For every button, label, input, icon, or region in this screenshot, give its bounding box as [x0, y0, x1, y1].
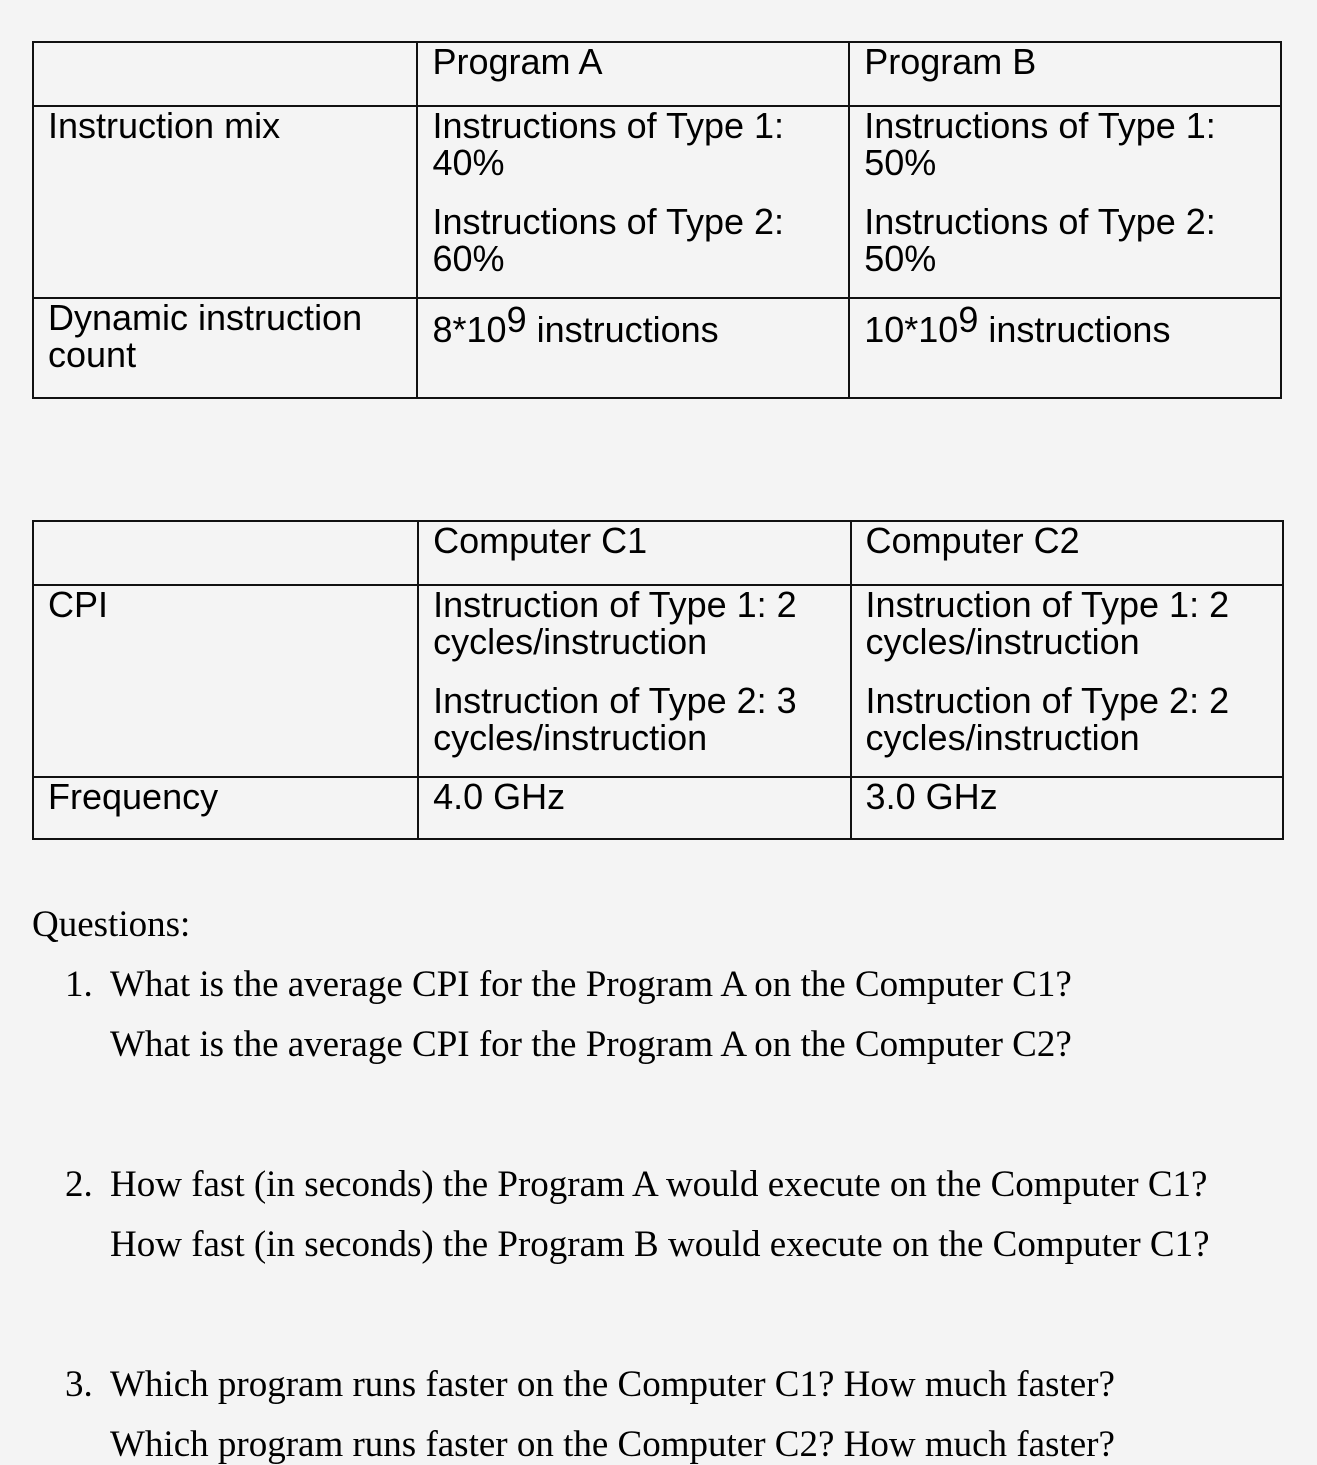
program-a-type2-mix: Instructions of Type 2: 60% — [432, 201, 785, 279]
question-line: How fast (in seconds) the Program B would execute on the Computer C1? — [110, 1224, 1210, 1265]
c2-type1-cpi: Instruction of Type 1: 2 cycles/instruction — [865, 584, 1230, 662]
c1-type2-cpi: Instruction of Type 2: 3 cycles/instruction — [433, 680, 797, 758]
table-header-row — [33, 521, 1283, 585]
program-a-type1-mix: Instructions of Type 1: 40% — [432, 105, 785, 183]
question-number: 1. — [65, 964, 93, 1005]
c1-frequency: 4.0 GHz — [418, 777, 850, 839]
header-computer-c2: Computer C2 — [851, 521, 1283, 585]
question-number: 2. — [65, 1164, 93, 1205]
table-row — [33, 298, 1281, 398]
header-computer-c1: Computer C1 — [418, 521, 850, 585]
question-line: Which program runs faster on the Computer C1? How much faster? — [110, 1364, 1115, 1405]
row-label-instruction-mix: Instruction mix — [33, 106, 417, 298]
program-a-count-cell — [417, 298, 849, 398]
question-line: How fast (in seconds) the Program A would execute on the Computer C1? — [110, 1164, 1208, 1205]
c1-type1-cpi: Instruction of Type 1: 2 cycles/instruction — [433, 584, 797, 662]
row-label-cpi: CPI — [33, 585, 418, 777]
count-base: 10*10 — [864, 309, 959, 350]
c1-cpi-cell — [418, 585, 850, 777]
questions-section — [32, 905, 1292, 1465]
program-b-type1-mix: Instructions of Type 1: 50% — [864, 105, 1216, 183]
c2-frequency: 3.0 GHz — [851, 777, 1283, 839]
program-b-type2-mix: Instructions of Type 2: 50% — [864, 201, 1216, 279]
table-row — [33, 106, 1281, 298]
program-b-instruction-count — [864, 299, 1266, 350]
program-b-mix-cell — [849, 106, 1281, 298]
count-suffix: instructions — [526, 309, 719, 350]
header-program-b: Program B — [849, 42, 1281, 106]
table-header-row — [33, 42, 1281, 106]
count-exponent: 9 — [958, 299, 979, 340]
header-program-a: Program A — [417, 42, 849, 106]
table-row — [33, 777, 1283, 839]
questions-heading: Questions: — [32, 904, 191, 945]
header-cell-empty — [33, 521, 418, 585]
question-item — [32, 1165, 1292, 1265]
question-item — [32, 965, 1292, 1065]
question-item — [32, 1365, 1292, 1465]
program-b-count-cell — [849, 298, 1281, 398]
table-row — [33, 585, 1283, 777]
row-label-frequency: Frequency — [33, 777, 418, 839]
program-table — [32, 41, 1282, 399]
count-exponent: 9 — [506, 299, 527, 340]
header-cell-empty — [33, 42, 417, 106]
c2-type2-cpi: Instruction of Type 2: 2 cycles/instruction — [865, 680, 1230, 758]
program-a-mix-cell — [417, 106, 849, 298]
c2-cpi-cell — [851, 585, 1283, 777]
row-label-dynamic-count: Dynamic instruction count — [33, 298, 417, 398]
question-line: Which program runs faster on the Computer C2? How much faster? — [110, 1424, 1115, 1465]
count-base: 8*10 — [432, 309, 507, 350]
question-line: What is the average CPI for the Program A on the Computer C1? — [110, 964, 1072, 1005]
question-number: 3. — [65, 1364, 93, 1405]
question-line: What is the average CPI for the Program A on the Computer C2? — [110, 1024, 1072, 1065]
program-a-instruction-count — [432, 299, 834, 350]
count-suffix: instructions — [978, 309, 1171, 350]
computer-table — [32, 520, 1284, 840]
